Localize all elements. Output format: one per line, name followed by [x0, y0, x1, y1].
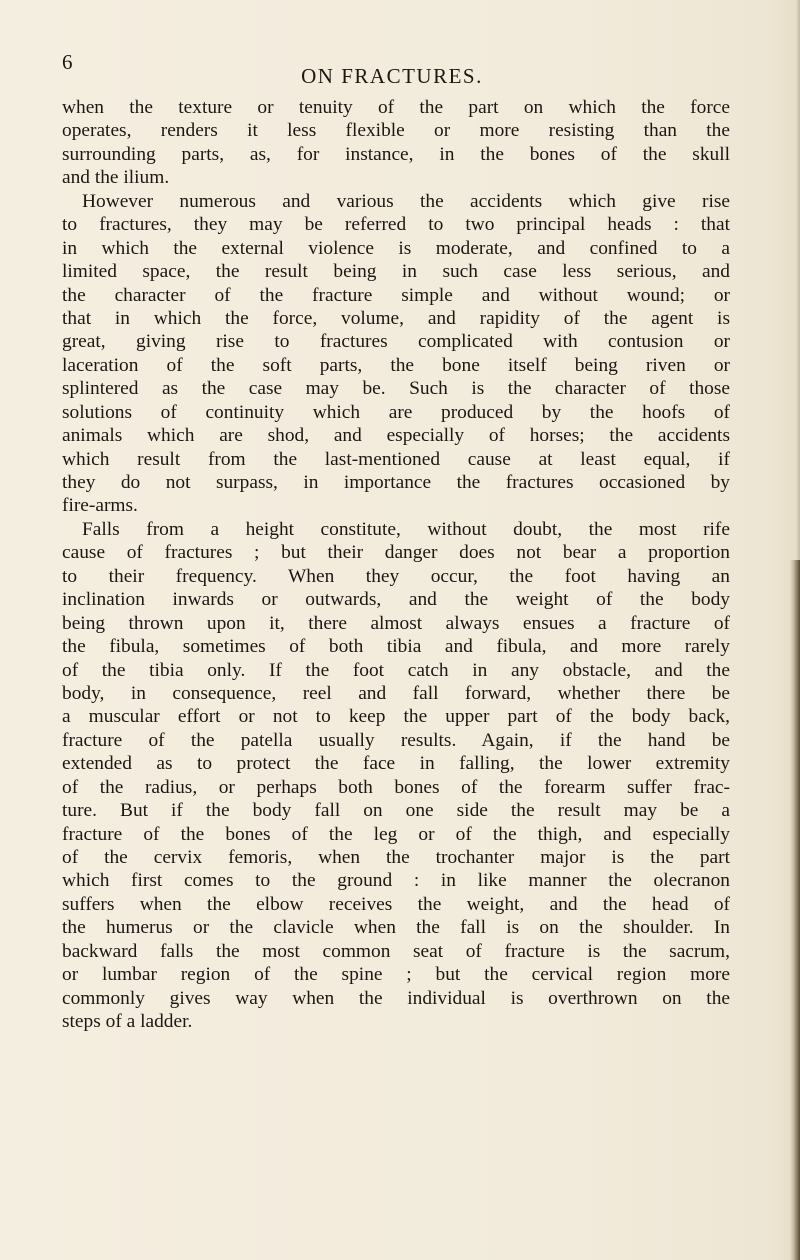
text-line: when the texture or tenuity of the part on which the force	[62, 97, 730, 118]
text-line: in which the external violence is moderate, and confined to a	[62, 237, 730, 259]
text-line: fracture of the bones of the leg or of the thigh, and especially	[62, 823, 730, 845]
text-line: the humerus or the clavicle when the fall is on the shoulder. In	[62, 917, 730, 939]
text-line: splintered as the case may be. Such is the character of those	[62, 378, 730, 400]
text-line: great, giving rise to fractures complicated with contusion or	[62, 331, 730, 353]
running-head: ON FRACTURES.	[301, 64, 483, 88]
text-line: a muscular effort or not to keep the upper part of the body back,	[62, 706, 730, 728]
text-line: operates, renders it less flexible or more resisting than the	[62, 120, 730, 142]
text-line: extended as to protect the face in falling, the lower extremity	[62, 753, 730, 775]
text-line: solutions of continuity which are produced by the hoofs of	[62, 401, 730, 423]
text-line: the fibula, sometimes of both tibia and fibula, and more rarely	[62, 636, 730, 658]
text-line: to fractures, they may be referred to two principal heads : that	[62, 214, 730, 236]
text-line: of the radius, or perhaps both bones of the forearm suffer frac-	[62, 776, 730, 798]
text-line: limited space, the result being in such case less serious, and	[62, 261, 730, 283]
text-line: of the cervix femoris, when the trochanter major is the part	[62, 847, 730, 868]
text-line: commonly gives way when the individual is overthrown on the	[62, 987, 730, 1009]
text-line: inclination inwards or outwards, and the weight of the body	[62, 589, 730, 611]
text-line: animals which are shod, and especially of horses; the accidents	[62, 425, 730, 447]
text-line: to their frequency. When they occur, the foot having an	[62, 565, 730, 587]
text-line: which result from the last-mentioned cause at least equal, if	[62, 448, 730, 470]
text-line: of the tibia only. If the foot catch in any obstacle, and the	[62, 659, 730, 681]
text-line: suffers when the elbow receives the weight, and the head of	[62, 893, 730, 915]
text-line: ture. But if the body fall on one side the result may be a	[62, 800, 730, 822]
body-text	[62, 96, 730, 1034]
text-line: the character of the fracture simple and without wound; or	[62, 284, 730, 306]
text-line: being thrown upon it, there almost always ensues a fracture of	[62, 612, 730, 634]
text-line: they do not surpass, in importance the fractures occasioned by	[62, 472, 730, 493]
page-number: 6	[62, 50, 73, 74]
text-line: surrounding parts, as, for instance, in the bones of the skull	[62, 143, 730, 165]
text-line: Falls from a height constitute, without doubt, the most rife	[82, 518, 730, 540]
text-line: that in which the force, volume, and rapidity of the agent is	[62, 307, 730, 329]
page-edge-shadow	[790, 560, 800, 1260]
text-line: or lumbar region of the spine ; but the cervical region more	[62, 964, 730, 986]
text-line: cause of fractures ; but their danger does not bear a proportion	[62, 542, 730, 564]
text-line: backward falls the most common seat of fracture is the sacrum,	[62, 940, 730, 962]
text-line: fire-arms.	[62, 495, 138, 517]
text-line: and the ilium.	[62, 167, 170, 189]
text-line: body, in consequence, reel and fall forward, whether there be	[62, 682, 730, 704]
text-line: steps of a ladder.	[62, 1011, 193, 1033]
text-line: fracture of the patella usually results. Again, if the hand be	[62, 729, 730, 751]
text-line: laceration of the soft parts, the bone itself being riven or	[62, 354, 730, 376]
page-header	[62, 50, 722, 90]
text-line: However numerous and various the accidents which give rise	[82, 190, 730, 212]
page-edge-shadow-top	[796, 0, 800, 560]
text-line: which first comes to the ground : in like manner the olecranon	[62, 870, 730, 892]
